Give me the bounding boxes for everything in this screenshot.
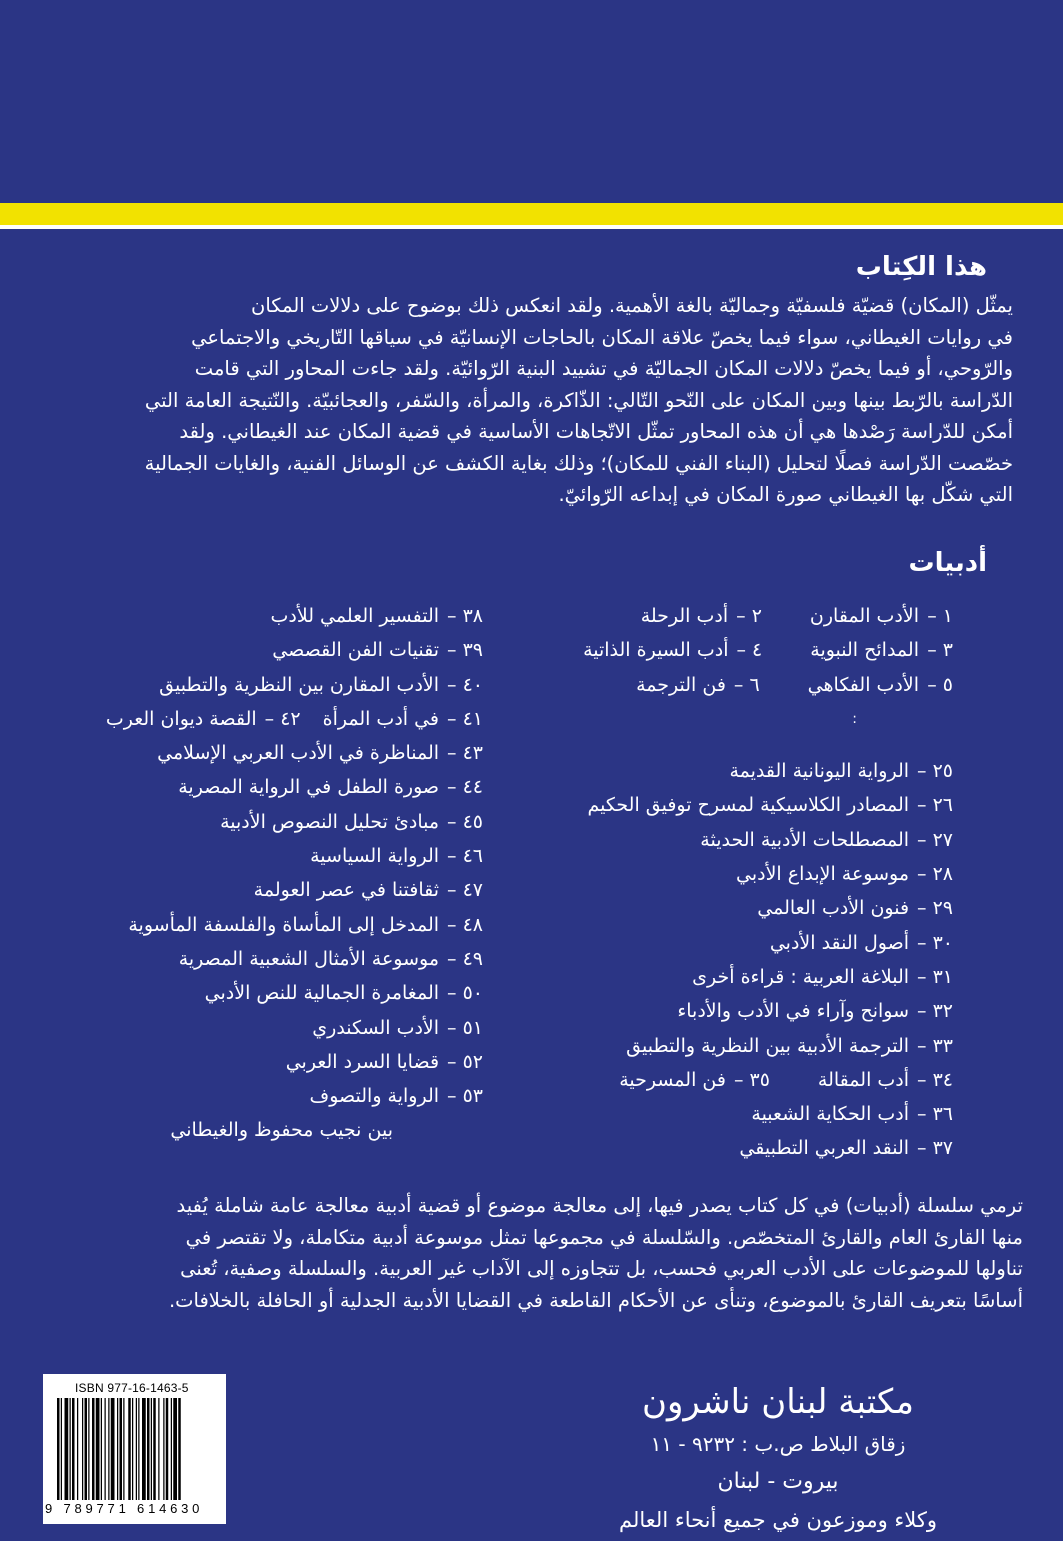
publisher-city: بيروت - لبنان <box>717 1469 839 1494</box>
series-item <box>513 857 953 891</box>
series-item-title: المصطلحات الأدبية الحديثة <box>700 828 910 851</box>
series-gap <box>513 736 953 754</box>
series-item <box>513 891 953 925</box>
barcode-bar <box>173 1398 177 1500</box>
series-note-line: ترمي سلسلة (أدبيات) في كل كتاب يصدر فيها، إلى معالجة موضوع أو قضية أدبية معالجة عامة شاملة يُفيد <box>176 1194 1023 1217</box>
series-item-number: ٥٠ – <box>447 982 483 1005</box>
series-item-number: ٤٤ – <box>447 776 483 799</box>
series-item-number: ٥ – <box>927 673 953 696</box>
series-heading: أدبيات <box>908 548 987 578</box>
barcode-bar <box>128 1398 131 1500</box>
about-line: يمثّل (المكان) قضيّة فلسفيّة وجماليّة بالغة الأهمية. ولقد انعكس ذلك بوضوح على دلالات المكان <box>251 294 1013 317</box>
series-item <box>23 702 483 736</box>
series-item-number: ٣٣ – <box>917 1034 953 1057</box>
barcode-bar <box>120 1398 123 1500</box>
about-line: التي شكّل بها الغيطاني صورة المكان في إبداعه الرّوائيّ. <box>558 483 1013 506</box>
barcode-bar <box>57 1398 60 1500</box>
series-item <box>23 1113 483 1147</box>
series-item <box>23 668 483 702</box>
series-item-number: ٣٩ – <box>447 639 483 662</box>
series-item-title: مبادئ تحليل النصوص الأدبية <box>220 810 440 833</box>
series-item <box>513 1029 953 1063</box>
series-item <box>513 994 953 1028</box>
series-item-title: أدب الحكاية الشعبية <box>751 1103 910 1126</box>
series-item-number: ٢٩ – <box>917 897 953 920</box>
series-item-number: ٦ – <box>733 673 760 696</box>
series-item-title: ثقافتنا في عصر العولمة <box>253 879 440 902</box>
isbn-text: ISBN 977-16-1463-5 <box>75 1381 189 1395</box>
yellow-stripe <box>0 203 1063 229</box>
barcode-bar <box>163 1398 164 1500</box>
series-item <box>23 770 483 804</box>
barcode-bar <box>117 1398 118 1500</box>
series-item-title: أصول النقد الأدبي <box>769 931 910 954</box>
barcode-bar <box>178 1398 181 1500</box>
series-item <box>513 599 953 633</box>
series-item <box>23 976 483 1010</box>
series-item <box>23 633 483 667</box>
series-item-title: تقنيات الفن القصصي <box>272 639 440 662</box>
series-item <box>513 1097 953 1131</box>
barcode-bar <box>171 1398 172 1500</box>
barcode-bar <box>142 1398 146 1500</box>
series-item-number: ٢ – <box>736 605 762 627</box>
barcode-bar <box>138 1398 139 1500</box>
series-item-subtitle: بين نجيب محفوظ والغيطاني <box>170 1119 393 1142</box>
barcode-digits: 9 789771 614630 <box>45 1501 204 1516</box>
series-item-title: فن المسرحية <box>619 1068 726 1091</box>
series-item-title: في أدب المرأة <box>322 707 440 730</box>
series-item-title: الأدب المقارن <box>809 605 919 627</box>
series-item-number: ٣٨ – <box>447 605 483 627</box>
series-item-title: الترجمة الأدبية بين النظرية والتطبيق <box>626 1034 910 1057</box>
series-item-number: ٤١ – <box>447 707 483 730</box>
barcode-bar <box>85 1398 88 1500</box>
series-item <box>23 908 483 942</box>
barcode-bar <box>111 1398 115 1500</box>
series-item-number: ٤٨ – <box>447 913 483 936</box>
series-item-number: ٢٥ – <box>917 760 953 783</box>
series-note-line: أساسًا بتعريف القارئ بالموضوع، وتنأى عن الأحكام القاطعة في القضايا الأدبية الجدلية أو الحافلة بالخلافات. <box>168 1288 1023 1312</box>
series-item-title: صورة الطفل في الرواية المصرية <box>178 776 440 799</box>
series-item <box>23 839 483 873</box>
barcode-bar <box>82 1398 83 1500</box>
series-item <box>23 736 483 770</box>
barcode-bar <box>153 1398 156 1500</box>
series-item <box>513 633 953 667</box>
barcode-bar <box>136 1398 137 1500</box>
publisher-name: مكتبة لبنان ناشرون <box>641 1382 915 1422</box>
series-item-title: موسوعة الإبداع الأدبي <box>736 863 910 886</box>
about-line: خصّصت الدّراسة فصلًا لتحليل (البناء الفني للمكان)؛ وذلك بغاية الكشف عن الوسائل الفنية، والغايات الجمالية <box>144 451 1013 475</box>
series-item-number: ٣٥ – <box>733 1068 770 1091</box>
series-item-title: الرواية السياسية <box>310 845 440 868</box>
barcode-bar <box>108 1398 109 1500</box>
series-item <box>23 1045 483 1079</box>
barcode-bar <box>151 1398 152 1500</box>
barcode-bar <box>132 1398 133 1500</box>
series-list-right <box>513 599 953 1166</box>
series-item-title: المدائح النبوية <box>810 639 919 662</box>
series-item <box>23 805 483 839</box>
barcode-bar <box>123 1398 124 1500</box>
series-item-number: ٣ – <box>927 639 953 662</box>
series-item-title: أدب الرحلة <box>640 605 729 627</box>
series-item-number: ٣١ – <box>917 965 953 988</box>
series-item <box>513 926 953 960</box>
series-item-number: ٥٣ – <box>447 1085 483 1108</box>
series-item-title: أدب المقالة <box>817 1068 910 1091</box>
series-item-number: ٣٠ – <box>917 931 953 954</box>
series-item-title: التفسير العلمي للأدب <box>270 605 440 627</box>
series-item-title: الأدب المقارن بين النظرية والتطبيق <box>159 673 440 696</box>
barcode-bars <box>55 1398 225 1500</box>
series-item <box>23 599 483 633</box>
series-item-number: ٤٩ – <box>447 947 483 970</box>
barcode-bar <box>105 1398 106 1500</box>
barcode-bar <box>61 1398 62 1500</box>
series-item-number: ٤٣ – <box>447 742 483 765</box>
about-line: في روايات الغيطاني، سواء فيما يخصّ علاقة المكان بالحاجات الإنسانيّة في سياقها التّاريخي والاجتماعي <box>191 325 1013 349</box>
series-item <box>23 873 483 907</box>
barcode-bar <box>158 1398 159 1500</box>
about-line: الدّراسة بالرّبط بينها وبين المكان على النّحو التّالي: الذّاكرة، والمرأة، والسّفر، والعجائبيّة. والنّتيجة العامة التي <box>144 388 1013 412</box>
barcode-bar <box>70 1398 71 1500</box>
series-item-number: ٤٢ – <box>264 707 301 730</box>
series-item <box>513 1131 953 1165</box>
series-item-title: القصة ديوان العرب <box>105 707 257 730</box>
barcode-bar <box>77 1398 78 1500</box>
series-item-title: المدخل إلى المأساة والفلسفة المأسوية <box>128 913 440 936</box>
series-item-number: ٣٤ – <box>917 1068 953 1091</box>
series-item <box>513 960 953 994</box>
series-note-line: منها القارئ العام والقارئ المتخصّص. والسّلسلة في مجموعها تمثل موسوعة أدبية متكاملة، ولا تقتصر في <box>185 1225 1023 1249</box>
series-item-number: ٣٦ – <box>917 1103 953 1126</box>
about-line: والرّوحي، أو فيما يخصّ دلالات المكان الجماليّة في تشييد البنية الرّوائيّة. ولقد جاءت المحاور التي قامت <box>194 357 1013 380</box>
series-item-title: فنون الأدب العالمي <box>757 897 910 920</box>
series-item-number: ٣٧ – <box>917 1137 953 1160</box>
series-item <box>23 1011 483 1045</box>
barcode-bar <box>65 1398 69 1500</box>
series-item <box>513 754 953 788</box>
series-item-number: ٤٦ – <box>447 845 483 868</box>
barcode-bar <box>96 1398 100 1500</box>
publisher-address: زقاق البلاط ص.ب : ٩٢٣٢ - ١١ <box>650 1432 906 1456</box>
series-item-number: ٢٦ – <box>917 794 953 817</box>
series-item <box>513 788 953 822</box>
series-item-number: ٥٢ – <box>447 1050 483 1073</box>
series-item-number: ٢٧ – <box>917 828 953 851</box>
series-item-number: ٤٠ – <box>447 673 483 696</box>
series-item-title: الأدب الفكاهي <box>807 673 919 696</box>
series-note <box>33 1190 1023 1316</box>
barcode-bar <box>166 1398 169 1500</box>
barcode-bar <box>147 1398 150 1500</box>
series-item-number: ٢٨ – <box>917 863 953 886</box>
series-item-title: الأدب السكندري <box>312 1016 440 1039</box>
barcode-bar <box>92 1398 95 1500</box>
series-item-number: ٤٥ – <box>447 810 483 833</box>
ellipsis-marker: : <box>852 710 857 727</box>
series-item-title: الرواية والتصوف <box>309 1085 440 1108</box>
barcode <box>43 1374 226 1524</box>
series-item-title: أدب السيرة الذاتية <box>583 639 729 662</box>
series-item-title: النقد العربي التطبيقي <box>739 1137 910 1160</box>
publisher-block <box>553 1378 1003 1538</box>
series-item-title: موسوعة الأمثال الشعبية المصرية <box>178 947 440 970</box>
series-item-title: المناظرة في الأدب العربي الإسلامي <box>157 742 440 765</box>
series-item <box>513 702 953 736</box>
series-item-title: قضايا السرد العربي <box>285 1050 440 1073</box>
series-item-number: ٣٢ – <box>917 1000 953 1023</box>
series-item-title: البلاغة العربية : قراءة أخرى <box>692 965 910 988</box>
series-item-title: المغامرة الجمالية للنص الأدبي <box>204 982 440 1005</box>
publisher-agents: وكلاء وموزعون في جميع أنحاء العالم <box>619 1508 937 1532</box>
series-item-number: ١ – <box>927 605 953 627</box>
barcode-bar <box>88 1398 89 1500</box>
about-text <box>33 290 1013 511</box>
series-item-title: سوانح وآراء في الأدب والأدباء <box>677 1000 910 1023</box>
about-heading: هذا الكِتاب <box>855 252 987 282</box>
series-item <box>513 1063 953 1097</box>
series-item <box>23 942 483 976</box>
series-item-number: ٤٧ – <box>447 879 483 902</box>
series-item-title: المصادر الكلاسيكية لمسرح توفيق الحكيم <box>587 794 910 817</box>
series-item-number: ٤ – <box>736 639 763 662</box>
series-item-title: فن الترجمة <box>636 673 726 696</box>
series-note-line: تناولها للموضوعات على الأدب العربي فحسب، بل تتجاوزه إلى الآداب غير العربية. والسلسلة وصفية، تُعنى <box>180 1257 1023 1280</box>
series-item-number: ٥١ – <box>447 1016 483 1039</box>
about-line: أمكن للدّراسة رَصْدها هي أن هذه المحاور تمثّل الاتّجاهات الأساسية في قضية المكان عند الغيطاني. ولقد <box>179 420 1013 443</box>
series-item <box>513 668 953 702</box>
series-item <box>23 1079 483 1113</box>
barcode-bar <box>72 1398 75 1500</box>
barcode-bar <box>101 1398 102 1500</box>
series-item <box>513 823 953 857</box>
series-list-left <box>23 599 483 1148</box>
series-item-title: الرواية اليونانية القديمة <box>729 760 910 783</box>
